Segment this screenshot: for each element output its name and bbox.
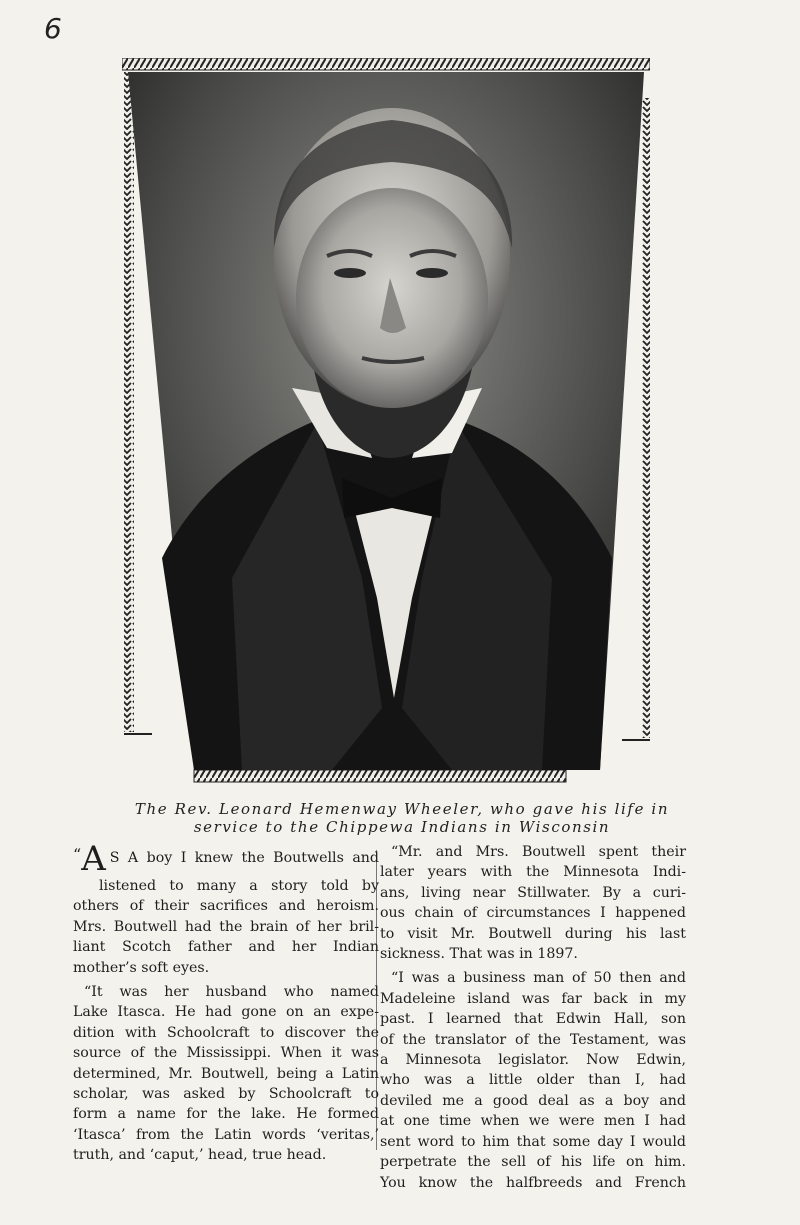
article-line: ans, living near Stillwater. By a curi- [380,884,686,901]
article-line: past. I learned that Edwin Hall, son [380,1011,686,1028]
dropcap-letter: A [81,839,106,879]
article-line-text: S A boy I knew the Boutwells and [109,850,379,866]
article-line: listened to many a story told by [99,878,379,894]
caption-line-2: service to the Chippewa Indians in Wisconsin [193,818,611,836]
article-column-left [73,839,379,1166]
article-line: “It was her husband who named [84,984,379,1001]
article-line: Lake Itasca. He had gone on an expe- [73,1004,379,1021]
page-number: 6 [44,12,62,45]
article-line: truth, and ‘caput,’ head, true head. [73,1147,327,1164]
article-line: others of their sacrifices and heroism. [73,898,379,915]
article-line: Madeleine island was far back in my [380,990,686,1007]
article-line: later years with the Minnesota Indi- [380,864,686,881]
article-line [73,839,379,879]
article-line: Mrs. Boutwell had the brain of her bril- [73,918,379,935]
article-line: at one time when we were men I had [380,1113,686,1130]
article-line: a Minnesota legislator. Now Edwin, [380,1052,686,1069]
portrait-photograph [122,58,650,784]
dropcap-quote: “ [73,845,82,864]
article-line: source of the Mississippi. When it was [73,1045,379,1062]
photo-caption [120,800,684,836]
article-line: “I was a business man of 50 then and [391,970,686,987]
article-line: form a name for the lake. He formed [73,1106,379,1123]
portrait-photo-frame [122,58,650,784]
article-line: liant Scotch father and her Indian [73,939,379,956]
article-line: perpetrate the sell of his life on him. [380,1154,686,1171]
article-line: who was a little older than I, had [380,1072,686,1089]
article-column-right [380,842,686,1193]
article-line: ‘Itasca’ from the Latin words ‘veritas,’ [73,1126,379,1143]
article-line: “Mr. and Mrs. Boutwell spent their [391,844,686,860]
article-line: sent word to him that some day I would [380,1133,686,1150]
article-line: sickness. That was in 1897. [380,946,578,963]
article-line: scholar, was asked by Schoolcraft to [73,1086,379,1103]
article-line: mother’s soft eyes. [73,959,210,976]
article-line: deviled me a good deal as a boy and [380,1092,686,1109]
article-line: of the translator of the Testament, was [380,1031,686,1048]
article-line: determined, Mr. Boutwell, being a Latin [73,1065,379,1082]
caption-line-1: The Rev. Leonard Hemenway Wheeler, who gave his life in [134,800,670,818]
article-line: You know the halfbreeds and French [380,1174,686,1191]
article-line: dition with Schoolcraft to discover the [73,1024,379,1041]
article-line: ous chain of circumstances I happened [380,905,686,922]
article-line: to visit Mr. Boutwell during his last [380,925,686,942]
